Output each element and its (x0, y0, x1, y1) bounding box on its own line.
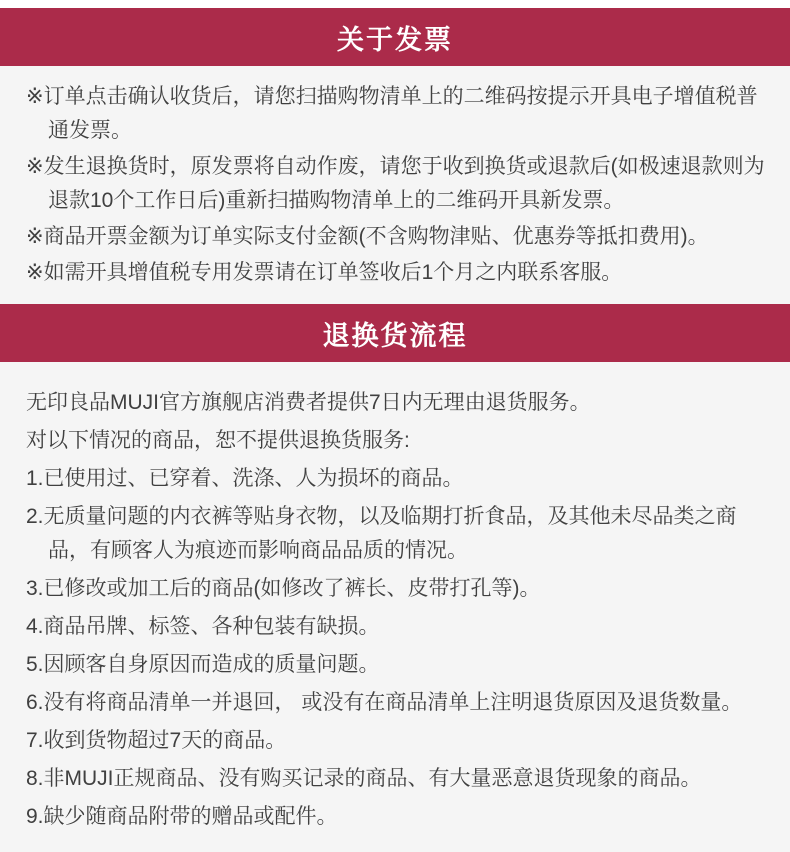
returns-policy-item: 8.非MUJI正规商品、没有购买记录的商品、有大量恶意退货现象的商品。 (26, 767, 702, 790)
invoice-note: ※商品开票金额为订单实际支付金额(不含购物津贴、优惠券等抵扣费用)。 (26, 225, 709, 248)
returns-policy-item: 7.收到货物超过7天的商品。 (26, 729, 287, 752)
returns-policy-item: 5.因顾客自身原因而造成的质量问题。 (26, 653, 380, 676)
returns-policy-item: 3.已修改或加工后的商品(如修改了裤长、皮带打孔等)。 (26, 577, 541, 600)
invoice-section-header (0, 8, 790, 66)
invoice-notes-section (0, 66, 790, 304)
returns-policy-section (0, 362, 790, 834)
returns-policy-item: 9.缺少随商品附带的赠品或配件。 (26, 805, 338, 828)
invoice-note: ※发生退换货时，原发票将自动作废，请您于收到换货或退款后(如极速退款则为退款10个工作日后)重新扫描购物清单上的二维码开具新发票。 (26, 155, 765, 212)
returns-policy-item: 6.没有将商品清单一并退回， 或没有在商品清单上注明退货原因及退货数量。 (26, 691, 743, 714)
returns-intro-line: 对以下情况的商品，恕不提供退换货服务: (26, 429, 410, 452)
returns-policy-item: 2.无质量问题的内衣裤等贴身衣物，以及临期打折食品，及其他未尽品类之商品，有顾客人为痕迹而影响商品品质的情况。 (26, 505, 737, 562)
returns-intro-line: 无印良品MUJI官方旗舰店消费者提供7日内无理由退货服务。 (26, 391, 591, 414)
invoice-note: ※如需开具增值税专用发票请在订单签收后1个月之内联系客服。 (26, 261, 623, 284)
invoice-note: ※订单点击确认收货后，请您扫描购物清单上的二维码按提示开具电子增值税普通发票。 (26, 85, 758, 142)
returns-policy-item: 1.已使用过、已穿着、洗涤、人为损坏的商品。 (26, 467, 464, 490)
top-white-strip (0, 0, 790, 8)
returns-section-title: 退换货流程 (322, 320, 468, 351)
invoice-section-title: 关于发票 (337, 24, 453, 55)
returns-section-header (0, 304, 790, 362)
returns-policy-item: 4.商品吊牌、标签、各种包装有缺损。 (26, 615, 380, 638)
